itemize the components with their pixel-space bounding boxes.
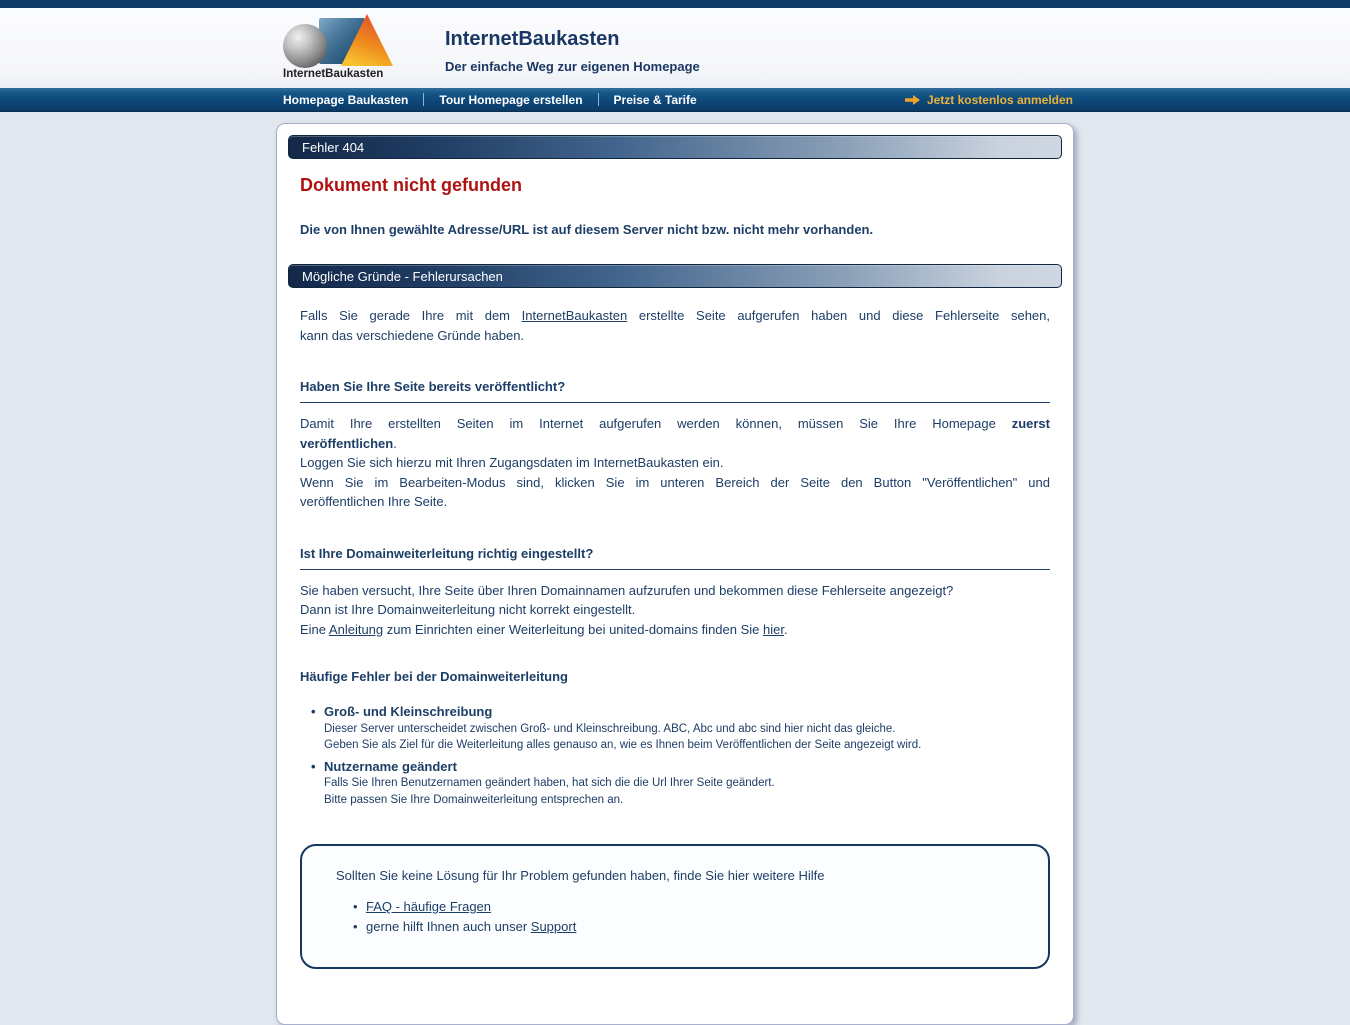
logo[interactable] — [283, 18, 393, 84]
arrow-right-icon — [905, 95, 920, 105]
error-description: Die von Ihnen gewählte Adresse/URL ist auf diesem Server nicht bzw. nicht mehr vorhanden. — [300, 222, 874, 237]
hier-link[interactable]: hier — [763, 621, 784, 637]
intro-text: erstellte Seite aufgerufen haben und diese Fehlerseite sehen, — [627, 308, 1051, 323]
site-tagline: Der einfache Weg zur eigenen Homepage — [445, 59, 700, 74]
published-line-4: Wenn Sie im Bearbeiten-Modus sind, klicken Sie im unteren Bereich der Seite den Button "Veröffentlichen" und — [300, 474, 1050, 490]
error-title: Dokument nicht gefunden — [300, 175, 522, 195]
nav-divider — [423, 93, 424, 106]
section-heading-common-errors: Häufige Fehler bei der Domainweiterleitung — [300, 669, 568, 684]
intro-line-1 — [300, 306, 1050, 326]
site-title: InternetBaukasten — [445, 28, 620, 50]
redirect-line-3 — [300, 622, 788, 637]
nav-item-tour-homepage-erstellen[interactable]: Tour Homepage erstellen — [439, 92, 583, 107]
support-text: gerne hilft Ihnen auch unser — [366, 919, 531, 934]
published-text: . — [393, 435, 397, 451]
common-errors-list — [300, 704, 1050, 808]
faq-link[interactable]: FAQ - häufige Fragen — [366, 899, 492, 914]
published-bold: veröffentlichen — [300, 435, 394, 451]
error-page-panel — [276, 123, 1074, 1025]
signup-cta-label: Jetzt kostenlos anmelden — [926, 92, 1073, 107]
top-accent-strip — [0, 0, 1350, 8]
published-paragraph — [300, 414, 1050, 512]
redirect-line-2: Dann ist Ihre Domainweiterleitung nicht korrekt eingestellt. — [300, 602, 636, 617]
page-header — [0, 8, 1350, 88]
logo-label: InternetBaukasten — [283, 68, 384, 80]
list-item — [366, 917, 1024, 937]
list-item — [366, 897, 1024, 917]
published-line-3: Loggen Sie sich hierzu mit Ihren Zugangsdaten im InternetBaukasten ein. — [300, 455, 724, 470]
logo-shapes — [283, 18, 393, 66]
intro-paragraph — [300, 306, 1050, 345]
signup-cta-link[interactable] — [905, 93, 1073, 107]
published-line-2 — [300, 436, 397, 451]
list-item — [324, 704, 1050, 754]
fault-line: Bitte passen Sie Ihre Domainweiterleitung entsprechen an. — [324, 793, 624, 806]
anleitung-link[interactable]: Anleitung — [328, 621, 384, 637]
intro-line-2: kann das verschiedene Gründe haben. — [300, 327, 525, 343]
fault-line: Dieser Server unterscheidet zwischen Groß- und Kleinschreibung. ABC, Abc und abc sind hier nicht das gleiche. — [324, 722, 896, 735]
section-heading-published: Haben Sie Ihre Seite bereits veröffentlicht? — [300, 379, 1050, 403]
nav-item-homepage-baukasten[interactable]: Homepage Baukasten — [283, 92, 409, 107]
internetbaukasten-link[interactable]: InternetBaukasten — [521, 308, 628, 323]
fault-line: Falls Sie Ihren Benutzernamen geändert haben, hat sich die die Url Ihrer Seite geändert. — [324, 777, 775, 789]
support-link[interactable]: Support — [530, 919, 577, 934]
redirect-line-1: Sie haben versucht, Ihre Seite über Ihren Domainnamen aufzurufen und bekommen diese Fehlerseite angezeigt? — [300, 582, 954, 598]
main-navigation — [0, 88, 1350, 112]
section-heading-redirect: Ist Ihre Domainweiterleitung richtig eingestellt? — [300, 546, 1050, 570]
published-line-1 — [300, 414, 1050, 434]
nav-divider — [598, 93, 599, 106]
logo-sphere-icon — [283, 24, 327, 68]
help-box — [300, 844, 1050, 969]
redirect-text: Eine — [300, 621, 329, 637]
error-404-bar: Fehler 404 — [288, 135, 1062, 159]
intro-text: Falls Sie gerade Ihre mit dem — [300, 308, 522, 323]
help-intro: Sollten Sie keine Lösung für Ihr Problem gefunden haben, finde Sie hier weitere Hilfe — [336, 868, 825, 883]
help-links-list — [352, 897, 1024, 937]
published-bold: zuerst — [1011, 416, 1050, 431]
fault-title: • Nutzername geändert — [324, 758, 457, 774]
redirect-text: . — [783, 621, 788, 637]
published-line-5: veröffentlichen Ihre Seite. — [300, 494, 448, 509]
published-text: Damit Ihre erstellten Seiten im Internet aufgerufen werden können, müssen Sie Ihre Homepage — [300, 416, 1012, 431]
reasons-bar: Mögliche Gründe - Fehlerursachen — [288, 264, 1062, 288]
nav-item-preise-tarife[interactable]: Preise & Tarife — [613, 92, 697, 107]
fault-title: • Groß- und Kleinschreibung — [324, 704, 493, 719]
fault-line: Geben Sie als Ziel für die Weiterleitung alles genauso an, wie es Ihnen beim Veröffentlichen der Seite angezeigt wird. — [324, 739, 922, 751]
list-item — [324, 759, 1050, 809]
brand-block — [445, 28, 700, 74]
redirect-text: zum Einrichten einer Weiterleitung bei united-domains finden Sie — [383, 621, 763, 637]
redirect-paragraph — [300, 581, 1050, 640]
